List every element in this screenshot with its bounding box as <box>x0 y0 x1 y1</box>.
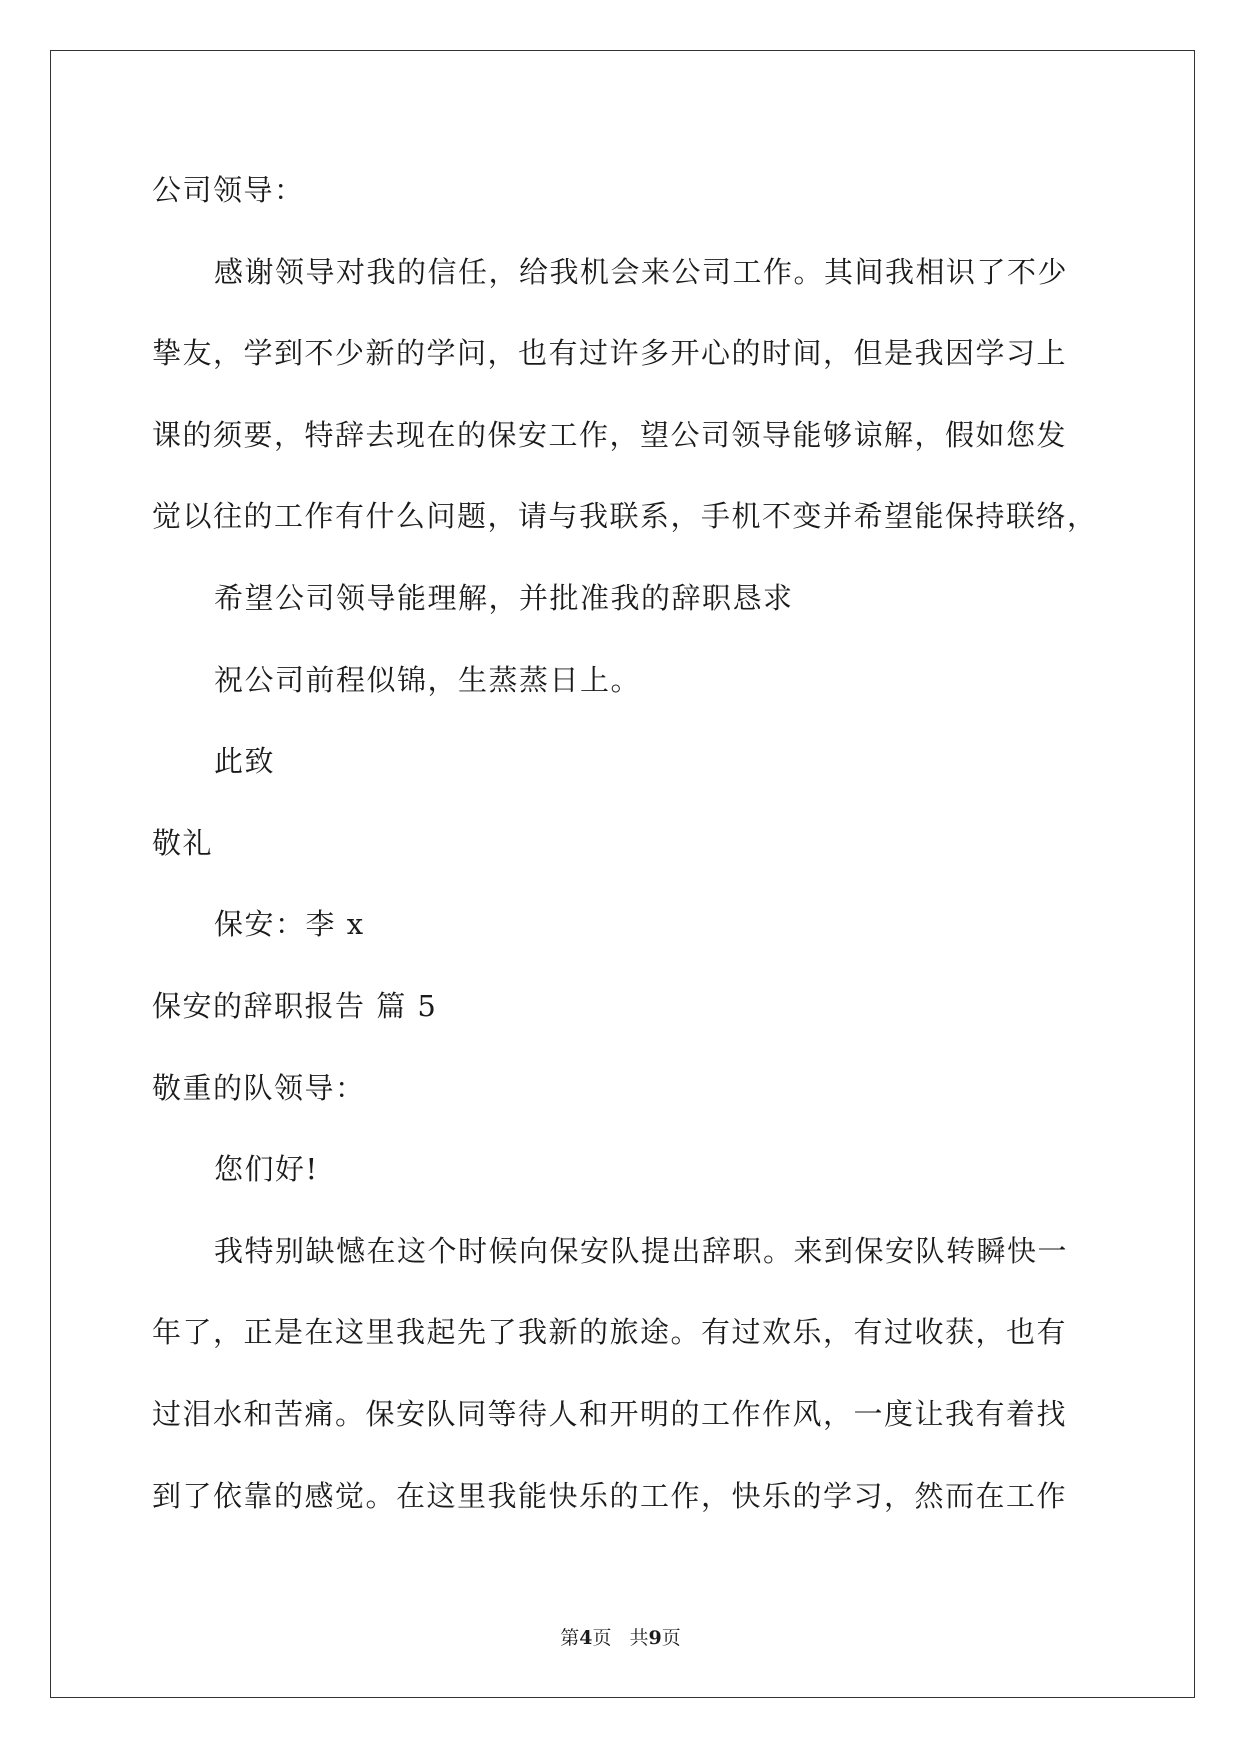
section-heading: 保安的辞职报告 篇 5 <box>152 988 438 1023</box>
line-paragraph: 我特别缺憾在这个时候向保安队提出辞职。来到保安队转瞬快一 <box>214 1233 1069 1268</box>
line-salutation: 公司领导： <box>152 173 305 207</box>
line-paragraph: 觉以往的工作有什么问题，请与我联系，手机不变并希望能保持联络， <box>152 499 1098 534</box>
page-prefix: 第 <box>560 1627 580 1649</box>
line-closing: 敬礼 <box>152 825 214 860</box>
line-greeting: 您们好! <box>214 1152 319 1187</box>
document-body <box>152 150 1098 1537</box>
line-signature: 保安：李 x <box>214 907 365 942</box>
line-paragraph: 年了，正是在这里我起先了我新的旅途。有过欢乐，有过收获，也有 <box>152 1315 1068 1350</box>
line-salutation: 敬重的队领导： <box>152 1070 366 1105</box>
line-paragraph: 祝公司前程似锦，生蒸蒸日上。 <box>214 662 642 697</box>
line-paragraph: 到了依靠的感觉。在这里我能快乐的工作，快乐的学习，然而在工作 <box>152 1478 1068 1513</box>
page-total: 9 <box>648 1627 662 1649</box>
line-paragraph: 希望公司领导能理解，并批准我的辞职恳求 <box>214 580 794 615</box>
line-paragraph: 课的须要，特辞去现在的保安工作，望公司领导能够谅解，假如您发 <box>152 417 1068 452</box>
total-prefix: 共 <box>629 1627 649 1649</box>
line-paragraph: 挚友，学到不少新的学问，也有过许多开心的时间，但是我因学习上 <box>152 336 1068 371</box>
line-closing: 此致 <box>214 744 276 779</box>
page-suffix: 页 <box>592 1627 612 1649</box>
page-footer <box>0 1626 1241 1650</box>
total-suffix: 页 <box>661 1627 681 1649</box>
line-paragraph: 感谢领导对我的信任，给我机会来公司工作。其间我相识了不少 <box>214 254 1069 289</box>
line-paragraph: 过泪水和苦痛。保安队同等待人和开明的工作作风，一度让我有着找 <box>152 1396 1068 1431</box>
page-current: 4 <box>579 1627 593 1649</box>
